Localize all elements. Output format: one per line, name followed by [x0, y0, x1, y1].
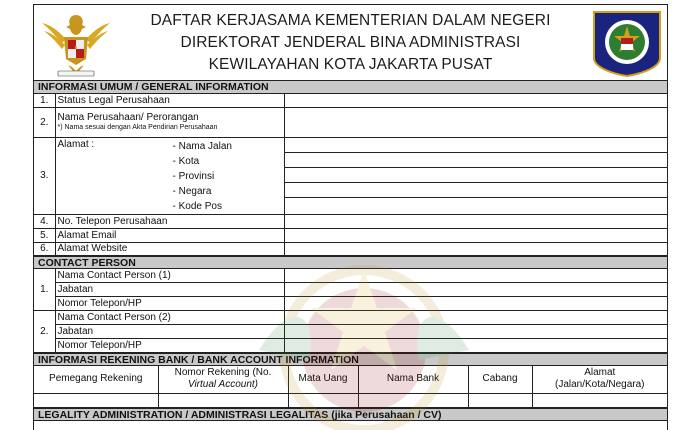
input-cell-negara[interactable]: [285, 183, 668, 198]
address-sub-list: [58, 139, 282, 214]
list-item: - Kode Pos: [172, 200, 222, 212]
table-row: [34, 214, 667, 228]
input-cell-contact1-phone[interactable]: [284, 297, 667, 311]
row-label: Alamat Email: [55, 228, 284, 242]
column-header-line: Nomor Rekening (No.: [174, 367, 272, 379]
list-item: - Provinsi: [172, 170, 215, 182]
table-row: [34, 137, 667, 214]
input-cell-email[interactable]: [284, 228, 667, 242]
row-label: Alamat Website: [55, 242, 284, 255]
row-number: 1.: [34, 269, 55, 311]
input-cell-alamat-bank[interactable]: [532, 393, 667, 407]
row-label: No. Telepon Perusahaan: [55, 214, 284, 228]
column-header-pemegang: Pemegang Rekening: [34, 366, 158, 393]
garuda-pancasila-emblem: [40, 9, 112, 79]
input-cell-mata-uang[interactable]: [288, 393, 358, 407]
column-header-alamat: [532, 366, 667, 393]
form-page: [33, 4, 668, 430]
header-title-block: [124, 10, 577, 76]
header-title-line-1: DAFTAR KERJASAMA KEMENTERIAN DALAM NEGERI: [150, 12, 551, 29]
row-number: 4.: [34, 214, 55, 228]
row-number: 2.: [34, 107, 55, 137]
table-row: [34, 311, 667, 325]
table-row: [34, 283, 667, 297]
input-cell-website[interactable]: [284, 242, 667, 255]
column-header-line: Virtual Account): [187, 379, 259, 391]
table-row: [34, 228, 667, 242]
row-label: Nama Contact Person (2): [55, 311, 284, 325]
general-info-table: [34, 94, 667, 256]
column-header-line: Alamat: [584, 367, 616, 379]
table-row: [34, 393, 667, 407]
row-label: Nama Contact Person (1): [55, 269, 284, 283]
input-cell-nama-jalan[interactable]: [285, 138, 668, 153]
row-label: Jabatan: [55, 283, 284, 297]
row-note: *) Nama sesuai dengan Akta Pendirian Perusahaan: [57, 124, 218, 131]
input-cell-contact1-name[interactable]: [284, 269, 667, 283]
input-cell-nama-perusahaan[interactable]: [284, 107, 667, 137]
input-cell-contact2-jabatan[interactable]: [284, 325, 667, 339]
table-row: [34, 339, 667, 353]
header-title-line-2: DIREKTORAT JENDERAL BINA ADMINISTRASI: [180, 34, 521, 51]
row-label: Status Legal Perusahaan: [55, 94, 284, 107]
section-contact-title: CONTACT PERSON: [34, 256, 667, 269]
bank-account-table: [34, 366, 667, 408]
input-cell-contact2-phone[interactable]: [284, 339, 667, 353]
row-number: 3.: [34, 137, 55, 214]
list-item: - Nama Jalan: [172, 140, 232, 152]
row-label: Nomor Telepon/HP: [55, 339, 284, 353]
input-cell-cabang[interactable]: [468, 393, 532, 407]
column-header-mata-uang: Mata Uang: [288, 366, 358, 393]
row-number: 5.: [34, 228, 55, 242]
input-cell-contact2-name[interactable]: [284, 311, 667, 325]
list-item: - Kota: [172, 155, 200, 167]
column-header-cabang: Cabang: [468, 366, 532, 393]
column-header-line: (Jalan/Kota/Negara): [555, 379, 645, 391]
table-row: [34, 94, 667, 107]
ministry-seal-logo: [590, 8, 664, 78]
table-row: [34, 242, 667, 255]
contact-person-table: [34, 269, 667, 354]
row-label-block: [55, 107, 284, 137]
row-number: 2.: [34, 311, 55, 353]
input-cell-nomor-rekening[interactable]: [158, 393, 288, 407]
input-cell-kota[interactable]: [285, 153, 668, 168]
table-row: [34, 297, 667, 311]
document-header: [34, 5, 667, 81]
table-row: [34, 107, 667, 137]
row-label-block: [55, 137, 284, 214]
table-row: [34, 269, 667, 283]
input-cell-nama-bank[interactable]: [358, 393, 468, 407]
row-label: Nama Perusahaan/ Perorangan: [57, 112, 199, 123]
section-legal-title: LEGALITY ADMINISTRATION / ADMINISTRASI LEGALITAS (jika Perusahaan / CV): [34, 408, 667, 421]
row-label: Nomor Telepon/HP: [55, 297, 284, 311]
header-title-line-3: KEWILAYAHAN KOTA JAKARTA PUSAT: [208, 56, 493, 73]
address-input-group: [284, 137, 667, 214]
input-cell-pemegang[interactable]: [34, 393, 158, 407]
row-label: Alamat :: [57, 138, 95, 150]
row-label: Jabatan: [55, 325, 284, 339]
table-row: [34, 325, 667, 339]
input-cell-kode-pos[interactable]: [285, 198, 668, 212]
input-cell-contact1-jabatan[interactable]: [284, 283, 667, 297]
row-number: 6.: [34, 242, 55, 255]
input-cell-status-legal[interactable]: [284, 94, 667, 107]
input-cell-telepon[interactable]: [284, 214, 667, 228]
row-number: 1.: [34, 94, 55, 107]
input-cell-provinsi[interactable]: [285, 168, 668, 183]
section-bank-title: INFORMASI REKENING BANK / BANK ACCOUNT INFORMATION: [34, 353, 667, 366]
list-item: - Negara: [172, 185, 212, 197]
section-general-title: INFORMASI UMUM / GENERAL INFORMATION: [34, 81, 667, 94]
table-header-row: [34, 366, 667, 393]
column-header-nomor-rekening: [158, 366, 288, 393]
column-header-nama-bank: Nama Bank: [358, 366, 468, 393]
